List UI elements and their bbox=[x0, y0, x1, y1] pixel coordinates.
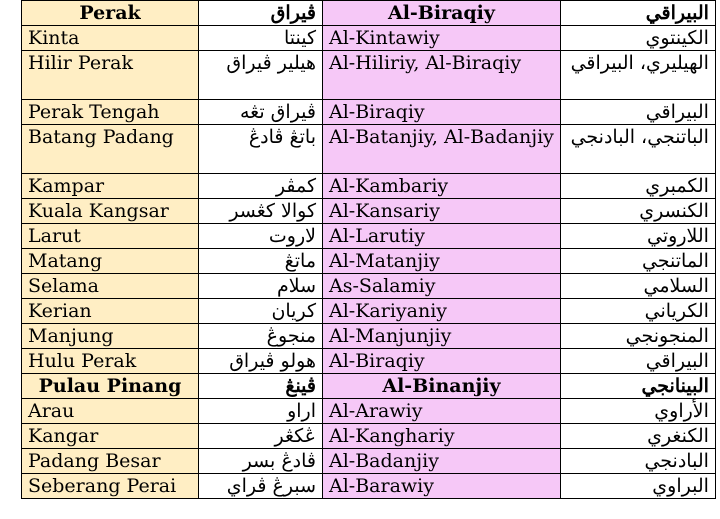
arabic-nisba-cell: البادنجي bbox=[560, 449, 715, 474]
jawi-name-cell: باتڠ ڤادڠ bbox=[199, 125, 323, 174]
nisba-transliteration-cell: Al-Arawiy bbox=[323, 399, 561, 424]
latin-name-cell: Arau bbox=[22, 399, 199, 424]
latin-name-cell: Kangar bbox=[22, 424, 199, 449]
jawi-name-cell: منجوڠ bbox=[199, 324, 323, 349]
table-row bbox=[22, 174, 716, 199]
table-row bbox=[22, 399, 716, 424]
nisba-transliteration-cell: Al-Manjunjiy bbox=[323, 324, 561, 349]
arabic-nisba-cell: الأراوي bbox=[560, 399, 715, 424]
latin-name-cell: Matang bbox=[22, 249, 199, 274]
header-nisba-transliteration-cell: Al-Binanjiy bbox=[323, 374, 561, 399]
table-row bbox=[22, 125, 716, 174]
header-jawi-name-cell: ڤينڠ bbox=[199, 374, 323, 399]
jawi-name-cell: ڠ‎کڠر bbox=[199, 424, 323, 449]
arabic-nisba-cell: الكنغري bbox=[560, 424, 715, 449]
jawi-name-cell: سلام bbox=[199, 274, 323, 299]
jawi-name-cell: کوالا کڠسر bbox=[199, 199, 323, 224]
latin-name-cell: Kampar bbox=[22, 174, 199, 199]
nisba-transliteration-cell: Al-Kanghariy bbox=[323, 424, 561, 449]
arabic-nisba-cell: البراوي bbox=[560, 474, 715, 499]
nisba-transliteration-cell: Al-Biraqiy bbox=[323, 100, 561, 125]
nisba-transliteration-cell: As-Salamiy bbox=[323, 274, 561, 299]
latin-name-cell: Seberang Perai bbox=[22, 474, 199, 499]
table-row bbox=[22, 51, 716, 100]
jawi-name-cell: ڤيراق تڠه bbox=[199, 100, 323, 125]
header-nisba-transliteration-cell: Al-Biraqiy bbox=[323, 1, 561, 26]
nisba-transliteration-cell: Al-Kansariy bbox=[323, 199, 561, 224]
nisba-transliteration-cell: Al-Hiliriy, Al-Biraqiy bbox=[323, 51, 561, 100]
table-row bbox=[22, 100, 716, 125]
arabic-nisba-cell: البيراقي bbox=[560, 100, 715, 125]
jawi-name-cell: هولو ڤيراق bbox=[199, 349, 323, 374]
latin-name-cell: Hilir Perak bbox=[22, 51, 199, 100]
latin-name-cell: Batang Padang bbox=[22, 125, 199, 174]
latin-name-cell: Kerian bbox=[22, 299, 199, 324]
latin-name-cell: Larut bbox=[22, 224, 199, 249]
jawi-name-cell: اراو bbox=[199, 399, 323, 424]
table-row bbox=[22, 26, 716, 51]
jawi-name-cell: ماتڠ bbox=[199, 249, 323, 274]
latin-name-cell: Perak Tengah bbox=[22, 100, 199, 125]
jawi-name-cell: کينتا bbox=[199, 26, 323, 51]
nisba-transliteration-cell: Al-Barawiy bbox=[323, 474, 561, 499]
nisba-transliteration-cell: Al-Batanjiy, Al-Badanjiy bbox=[323, 125, 561, 174]
jawi-name-cell: کريان bbox=[199, 299, 323, 324]
arabic-nisba-cell: البيراقي bbox=[560, 349, 715, 374]
nisba-transliteration-cell: Al-Larutiy bbox=[323, 224, 561, 249]
arabic-nisba-cell: الباتنجي، البادنجي bbox=[560, 125, 715, 174]
header-latin-name-cell: Pulau Pinang bbox=[22, 374, 199, 399]
jawi-name-cell: هيلير ڤيراق bbox=[199, 51, 323, 100]
header-jawi-name-cell: ڤيراق bbox=[199, 1, 323, 26]
table-row bbox=[22, 224, 716, 249]
nisba-transliteration-cell: Al-Kariyaniy bbox=[323, 299, 561, 324]
arabic-nisba-cell: الماتنجي bbox=[560, 249, 715, 274]
arabic-nisba-cell: الهيليري، البيراقي bbox=[560, 51, 715, 100]
table-body bbox=[22, 1, 716, 499]
latin-name-cell: Kinta bbox=[22, 26, 199, 51]
header-latin-name-cell: Perak bbox=[22, 1, 199, 26]
nisba-transliteration-cell: Al-Kintawiy bbox=[323, 26, 561, 51]
table-row bbox=[22, 349, 716, 374]
table-row bbox=[22, 324, 716, 349]
header-arabic-nisba-cell: البينانجي bbox=[560, 374, 715, 399]
table-row bbox=[22, 449, 716, 474]
jawi-name-cell: كمڤر bbox=[199, 174, 323, 199]
table-row bbox=[22, 249, 716, 274]
arabic-nisba-cell: الكينتوي bbox=[560, 26, 715, 51]
nisba-transliteration-cell: Al-Matanjiy bbox=[323, 249, 561, 274]
jawi-name-cell: سبرڠ ڤراي bbox=[199, 474, 323, 499]
header-arabic-nisba-cell: البيراقي bbox=[560, 1, 715, 26]
table-row bbox=[22, 474, 716, 499]
nisba-transliteration-cell: Al-Kambariy bbox=[323, 174, 561, 199]
section-header-row bbox=[22, 1, 716, 26]
section-header-row bbox=[22, 374, 716, 399]
jawi-name-cell: ڤادڠ بسر bbox=[199, 449, 323, 474]
table-row bbox=[22, 424, 716, 449]
arabic-nisba-cell: الكنسري bbox=[560, 199, 715, 224]
arabic-nisba-cell: الكرياني bbox=[560, 299, 715, 324]
nisba-table bbox=[21, 0, 716, 499]
latin-name-cell: Manjung bbox=[22, 324, 199, 349]
arabic-nisba-cell: المنجونجي bbox=[560, 324, 715, 349]
nisba-transliteration-cell: Al-Badanjiy bbox=[323, 449, 561, 474]
latin-name-cell: Selama bbox=[22, 274, 199, 299]
table-row bbox=[22, 274, 716, 299]
latin-name-cell: Padang Besar bbox=[22, 449, 199, 474]
table-row bbox=[22, 299, 716, 324]
latin-name-cell: Kuala Kangsar bbox=[22, 199, 199, 224]
arabic-nisba-cell: اللاروتي bbox=[560, 224, 715, 249]
table-row bbox=[22, 199, 716, 224]
nisba-transliteration-cell: Al-Biraqiy bbox=[323, 349, 561, 374]
jawi-name-cell: لاروت bbox=[199, 224, 323, 249]
latin-name-cell: Hulu Perak bbox=[22, 349, 199, 374]
arabic-nisba-cell: الكمبري bbox=[560, 174, 715, 199]
arabic-nisba-cell: السلامي bbox=[560, 274, 715, 299]
